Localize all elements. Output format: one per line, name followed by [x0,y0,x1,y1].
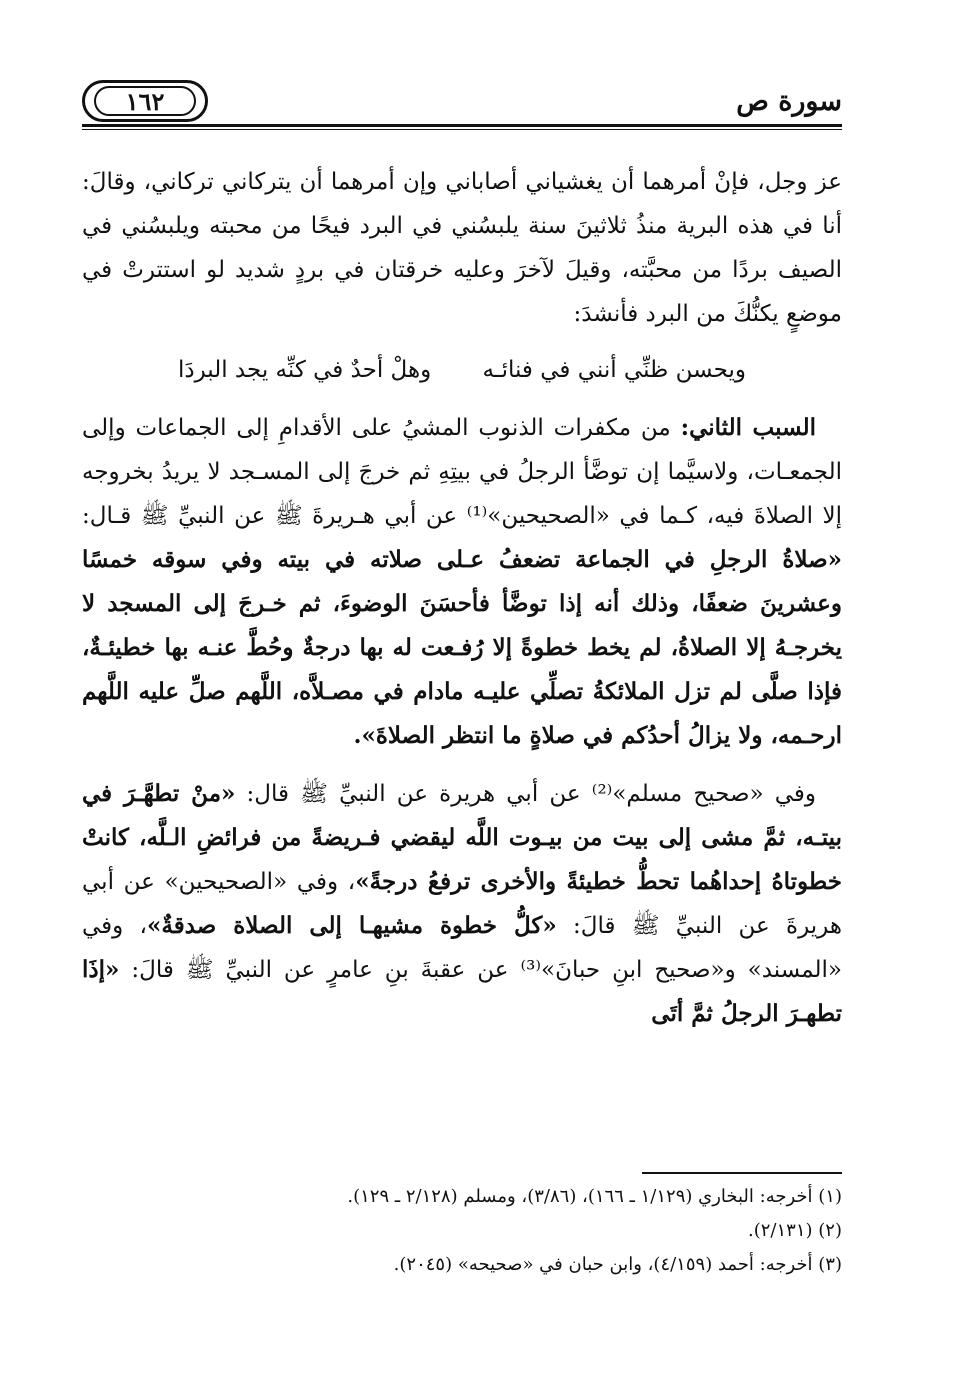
page-number-badge [82,80,208,122]
paragraph-3 [82,772,842,1036]
page-header [82,78,842,126]
footnotes [82,1180,842,1282]
paragraph-3-mid-2: ، وفي «المسند» و«صحيح ابنِ حبانَ»⁽³⁾ عن عقبةَ بنِ عامرٍ عن النبيِّ ﷺ قالَ: [82,913,842,983]
hadith-text-4: «إذَا تطهـرَ الرجلُ ثمَّ أتَى [82,956,842,1027]
section-heading: السبب الثاني: [680,414,816,441]
page-number: ١٦٢ [94,86,196,116]
verse-first-hemistich: ويحسن ظنِّي أنني في فنائـه [482,357,747,383]
verse-second-hemistich: وهلْ أحدٌ في كنِّه يجد البردَا [177,357,432,383]
main-text [82,160,842,1036]
header-rule-thin [82,129,842,130]
spacer [82,758,842,772]
poetry-verse [82,348,842,392]
paragraph-1: عز وجل، فإنْ أمرهما أن يغشياني أصاباني وإن أمرهما أن يتركاني تركاني، وقالَ: أنا في هذه البرية منذُ ثلاثينَ سنة يلبسُني في البرد فيحًا من محبته ويلبسُني في الصيف بردًا من محبَّته، وقيلَ لآخرَ وعليه خرقتان في بردٍ شديد لو استترتْ في موضعٍ يكنُّكَ من البرد فأنشدَ: [82,169,842,327]
paragraph-2 [82,406,842,758]
footnote-1: (١) أخرجه: البخاري (١/١٢٩ ـ ١٦٦)، (٣/٨٦)، ومسلم (٢/١٢٨ ـ ١٢٩). [347,1186,842,1207]
surah-title: سورة ص [736,86,842,117]
paragraph-3-intro: وفي «صحيح مسلم»⁽²⁾ عن أبي هريرة عن النبيِّ ﷺ قال: [235,781,816,807]
footnote-2: (٢) (٢/١٣١). [748,1220,842,1241]
header-rule-thick [82,124,842,127]
footnote-rule [642,1172,842,1174]
paragraph-2-text: من مكفرات الذنوب المشيُ على الأقدامِ إلى الجماعات وإلى الجمعـات، ولاسيَّما إن توضَّأ الرجلُ في بيتِهِ ثم خرجَ إلى المسـجد لا يريدُ بخروجه إلا الصلاةَ فيه، كـما في «الصحيحين»⁽¹⁾ عن أبي هـريرةَ ﷺ عن النبيِّ ﷺ قـال: [82,415,843,529]
hadith-text-2: «منْ تطهَّـرَ في بيتـه، ثمَّ مشى إلى بيت من بيـوت اللَّه ليقضي فـريضةً من فرائضِ الـلَّه، كانتْ خطوتاهُ إحداهُما تحطُّ خطيئةً والأخرى ترفعُ درجةً» [82,780,842,895]
paragraph-3-mid: ، وفي «الصحيحين» عن أبي هريرةَ عن النبيِّ ﷺ قالَ: [82,869,842,939]
hadith-text-1: «صلاةُ الرجلِ في الجماعة تضعفُ عـلى صلاته في بيته وفي سوقه خمسًا وعشرينَ ضعفًا، وذلك أنه إذا توضَّأ فأحسَنَ الوضوءَ، ثم خـرجَ إلى المسجد لا يخرجـهُ إلا الصلاةُ، لم يخط خطوةً إلا رُفـعت له بها درجةٌ وحُطَّ عنـه بها خطيئـةٌ، فإذا صلَّى لم تزل الملائكةُ تصلِّي عليـه مادام في مصـلاَّه، اللَّهم صلِّ عليه اللَّهم ارحـمه، ولا يزالُ أحدُكم في صلاةٍ ما انتظر الصلاةَ». [82,546,842,749]
footnote-3: (٣) أخرجه: أحمد (٤/١٥٩)، وابن حبان في «صحيحه» (٢٠٤٥). [393,1254,842,1275]
hadith-text-3: «كلُّ خطوة مشيهـا إلى الصلاة صدقةٌ» [146,912,557,939]
